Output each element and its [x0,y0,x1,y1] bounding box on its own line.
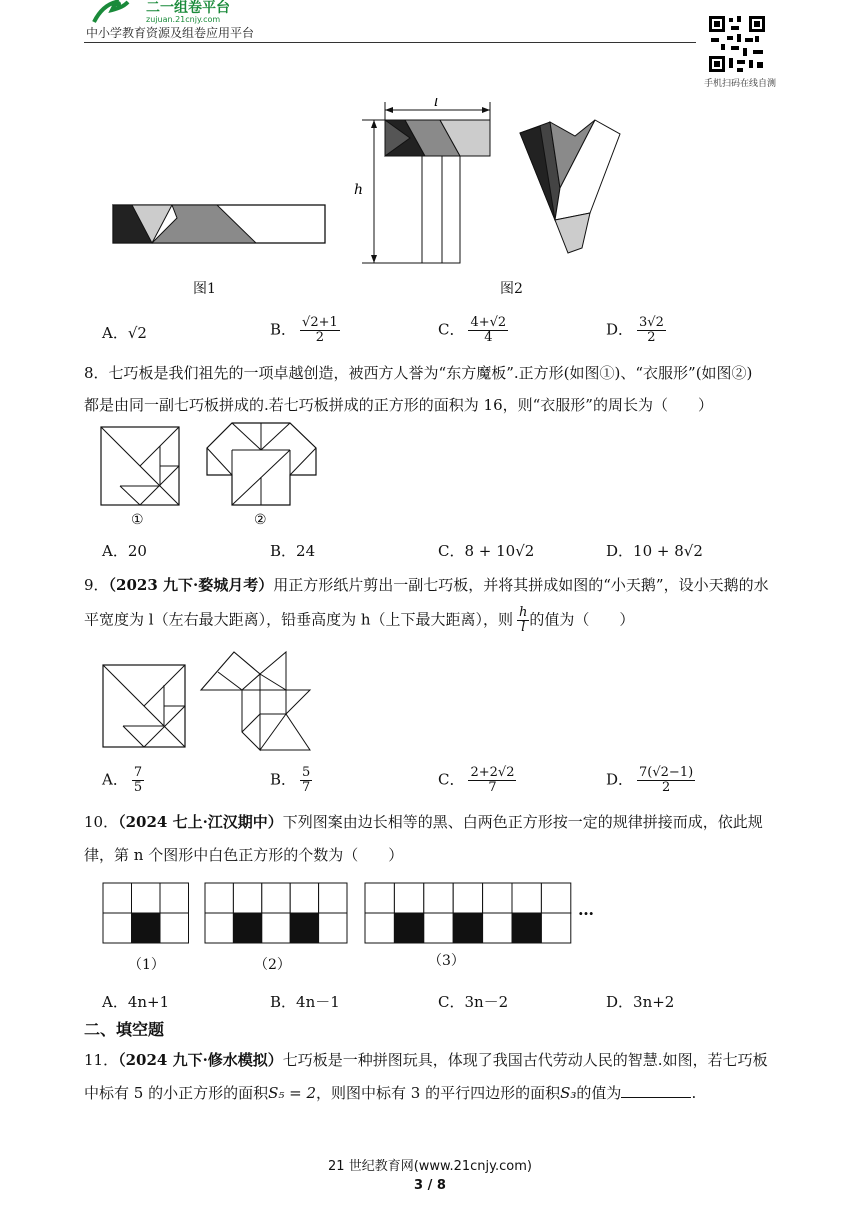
q10-option-b[interactable]: B．4n－1 [270,993,340,1011]
header-subtitle: 中小学教育资源及组卷应用平台 [86,26,255,40]
q9-line-2: 平宽度为 l（左右最大距离），铅垂高度为 h（上下最大距离），则 $\frac{h}{l}$ 的值为（ ） [84,605,635,635]
q11-line-1: 11．（2024 九下·修水模拟）七巧板是一种拼图玩具，体现了我国古代劳动人民的智慧.如图，若七巧板 [84,1051,768,1069]
q10-options [102,991,782,1015]
q9-option-a[interactable]: A． $\frac{7}{5}$ [102,765,143,795]
q10-figure-2 [204,882,348,948]
q8-cap-2: ② [254,512,267,528]
qr-caption: 手机扫码在线自测 [703,79,776,89]
site-logo [86,0,276,26]
q8-figure-shirt [204,420,320,512]
logo-text: 二一组卷平台 [146,0,230,16]
q7-options [102,316,782,352]
q11-line-2: 中标有 5 的小正方形的面积S₅ = 2，则图中标有 3 的平行四边形的面积S₃的值为 . [84,1084,697,1102]
q9-option-c[interactable]: C． $\frac{2+2√2}{7}$ [438,765,515,795]
footer-page-number: 3 / 8 [414,1178,446,1193]
q9-option-d[interactable]: D． $\frac{7(√2-1)}{2}$ [606,765,694,795]
q7-fig1-caption: 图1 [193,281,216,297]
header-divider [84,42,696,43]
q10-option-d[interactable]: D．3n+2 [606,993,675,1011]
q8-line-1: 8．七巧板是我们祖先的一项卓越创造，被西方人誉为“东方魔板”.正方形(如图①)、“衣服形”(如图②) [84,364,753,382]
q10-cap-3: （3） [428,953,465,969]
q7-label-l: l [434,98,439,110]
q10-figure-3 [364,882,572,948]
q9-figure-swan [198,648,314,756]
qr-code-icon[interactable] [707,14,767,74]
q10-figure-1 [102,882,190,948]
q10-line-2: 律，第 n 个图形中白色正方形的个数为（ ） [84,846,404,864]
q9-options [102,766,782,802]
q8-options [102,540,782,564]
q9-figure-square [102,664,186,752]
q7-option-b[interactable]: B． $\frac{√2+1}{2}$ [270,315,338,345]
q10-cap-2: （2） [254,957,291,973]
q10-cap-1: （1） [128,957,165,973]
q7-fig2-caption: 图2 [500,281,523,297]
q7-figure-1 [112,204,327,250]
q10-ellipsis: … [578,900,594,919]
q10-option-a[interactable]: A．4n+1 [102,993,170,1011]
q11-answer-blank[interactable] [621,1083,691,1098]
q8-option-a[interactable]: A．20 [102,542,147,560]
q10-line-1: 10．（2024 七上·江汉期中）下列图案由边长相等的黑、白两色正方形按一定的规律拼接而成，依此规 [84,813,763,831]
q10-option-c[interactable]: C．3n－2 [438,993,509,1011]
q9-line-1: 9．（2023 九下·婺城月考）用正方形纸片剪出一副七巧板，并将其拼成如图的“小天鹅”，设小天鹅的水 [84,576,769,594]
q8-option-c[interactable]: C．8 + 10√2 [438,542,535,560]
q8-line-2: 都是由同一副七巧板拼成的.若七巧板拼成的正方形的面积为 16，则“衣服形”的周长为（ ） [84,396,713,414]
logo-url: zujuan.21cnjy.com [146,15,221,24]
q7-option-a[interactable]: A．√2 [102,324,147,342]
q8-option-b[interactable]: B．24 [270,542,316,560]
q8-cap-1: ① [131,512,144,528]
q7-label-h: h [354,182,364,198]
q8-option-d[interactable]: D．10 + 8√2 [606,542,703,560]
section-fill-blank-heading: 二、填空题 [84,1020,165,1039]
q7-option-c[interactable]: C． $\frac{4+√2}{4}$ [438,315,507,345]
footer-site: 21 世纪教育网(www.21cnjy.com) [328,1159,532,1174]
q9-option-b[interactable]: B． $\frac{5}{7}$ [270,765,311,795]
q7-figure-2 [350,98,650,272]
q8-figure-square [100,426,180,510]
q7-option-d[interactable]: D． $\frac{3√2}{2}$ [606,315,664,345]
